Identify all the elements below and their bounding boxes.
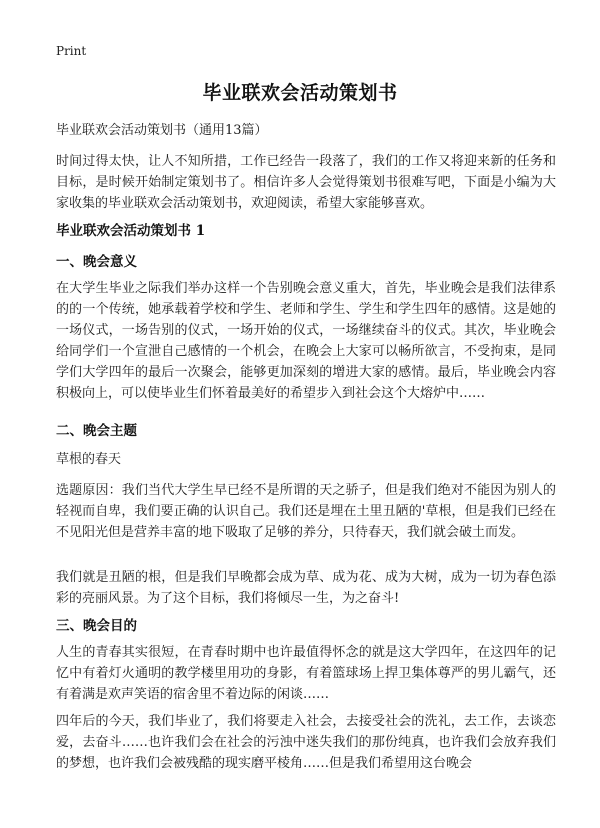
section-title: 毕业联欢会活动策划书 1	[56, 223, 206, 239]
page-title: 毕业联欢会活动策划书	[202, 82, 398, 104]
intro-paragraph: 时间过得太快，让人不知所措，工作已经告一段落了，我们的工作又将迎来新的任务和目标，是时候开始制定策划书了。相信许多人会觉得策划书很难写吧，下面是小编为大家收集的毕业联欢会活动策划书，欢迎阅读，希望大家能够喜欢。	[56, 154, 556, 211]
meaning-paragraph: 在大学生毕业之际我们举办这样一个告别晚会意义重大，首先，毕业晚会是我们法律系的的一个传统，她承载着学校和学生、老师和学生、学生和学生四年的感情。这是她的一场仪式，一场告别的仪式，一场开始的仪式，一场继续奋斗的仪式。其次，毕业晚会给同学们一个宣泄自己感情的一个机会，在晚会上大家可以畅所欲言，不受拘束，是同学们大学四年的最后一次聚会，能够更加深刻的增进大家的感情。最后，毕业晚会内容积极向上，可以使毕业生们怀着最美好的希望步入到社会这个大熔炉中……	[56, 281, 556, 401]
theme-root-paragraph: 我们就是丑陋的根，但是我们早晚都会成为草、成为花、成为大树，成为一切为春色添彩的亮丽风景。为了这个目标，我们将倾尽一生，为之奋斗!	[56, 570, 556, 606]
theme-reason-paragraph: 选题原因：我们当代大学生早已经不是所谓的天之骄子，但是我们绝对不能因为别人的轻视而自卑，我们要正确的认识自己。我们还是埋在土里丑陋的'草根，但是我们已经在不见阳光但是营养丰富的地下吸取了足够的养分，只待春天，我们就会破土而发。	[56, 483, 556, 540]
theme-name: 草根的春天	[56, 452, 122, 467]
document-subtitle: 毕业联欢会活动策划书（通用13篇）	[56, 123, 268, 138]
print-link[interactable]: Print	[56, 44, 87, 58]
purpose-paragraph-1: 人生的青春其实很短，在青春时期中也许最值得怀念的就是这大学四年，在这四年的记忆中有着灯火通明的教学楼里用功的身影，有着篮球场上捍卫集体尊严的男儿霸气，还有着满是欢声笑语的宿舍里不着边际的闲谈……	[56, 645, 556, 702]
heading-purpose: 三、晚会目的	[56, 618, 137, 634]
purpose-paragraph-2: 四年后的今天，我们毕业了，我们将要走入社会，去接受社会的洗礼，去工作，去谈恋爱，去奋斗……也许我们会在社会的污浊中迷失我们的那份纯真，也许我们会放弃我们的梦想，也许我们会被残酷的现实磨平棱角……但是我们希望用这台晚会	[56, 714, 556, 771]
heading-meaning: 一、晚会意义	[56, 254, 137, 270]
heading-theme: 二、晚会主题	[56, 423, 137, 439]
